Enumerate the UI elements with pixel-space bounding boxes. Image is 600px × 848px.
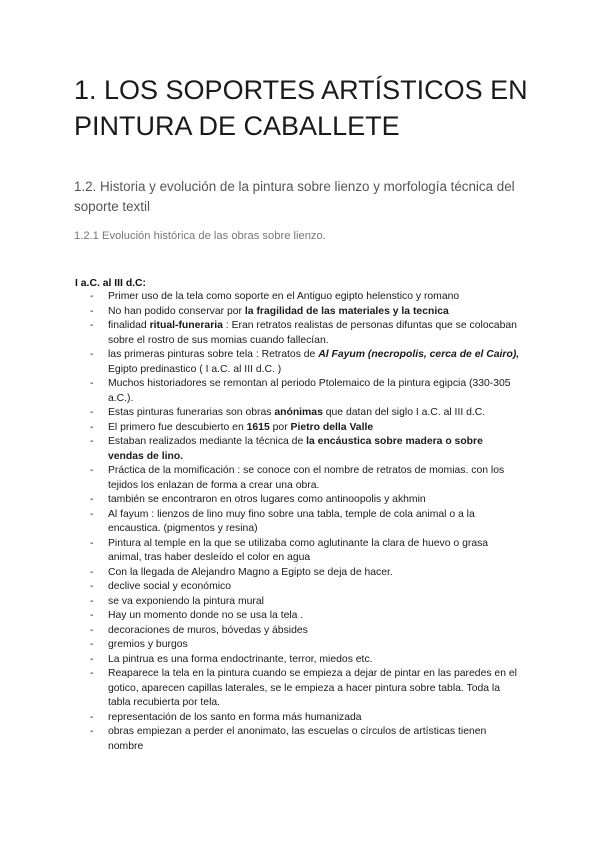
bullet-dash: - [90,465,94,476]
bullet-dash: - [90,726,94,737]
list-item-text: la fragilidad de las materiales y la tecnica [244,305,449,317]
list-item-text: Con la llegada de Alejandro Magno a Egipto se deja de hacer. [108,566,393,578]
bullet-dash: - [90,668,94,679]
list-item [90,319,520,348]
bullet-dash: - [90,711,94,723]
list-item [90,537,520,566]
list-item [90,435,520,464]
list-item-text: que datan del siglo I a.C. al III d.C. [322,407,486,418]
bullet-dash: - [90,639,94,650]
list-item-text: Práctica de la momificación : se conoce con el nombre de retratos de momias. con los tejidos los enlazan de forma a crear una obra. [108,465,505,491]
list-item [90,290,520,305]
bullet-dash: - [90,595,94,607]
bullet-dash: - [90,291,94,302]
list-item [90,711,520,726]
list-item [90,667,520,711]
bullet-dash: - [90,407,94,418]
list-item [90,725,520,754]
list-item-text: Primer uso de la tela como soporte en el Antiguo egipto helenstico y romano [108,291,460,302]
list-item-text: Estaban realizados mediante la técnica de [108,436,307,447]
list-item-text: Al fayum : lienzos de lino muy fino sobre una tabla, temple de cola animal o a la encaustica. (pigmentos y resina) [108,508,475,534]
list-item [90,377,520,406]
bullet-dash: - [90,653,94,665]
bullet-dash: - [90,610,94,621]
list-item [90,493,520,508]
list-item [90,566,520,581]
list-item-text: las primeras pinturas sobre tela : Retratos de [108,349,319,360]
list-item [90,508,520,537]
list-item-text: Reaparece la tela en la pintura cuando se empieza a dejar de pintar en las paredes en el gotico, aparecen capillas laterales, se le empieza a hacer pintura sobre tabla. Toda la tabla recubierta por tela. [108,668,517,708]
bullet-dash: - [90,494,94,505]
list-item-text: Pintura al temple en la que se utilizaba como aglutinante la clara de huevo o grasa animal, tras haber desleído el color en agua [108,537,489,563]
bullet-dash: - [90,537,94,549]
list-item-text: gremios y burgos [108,639,188,650]
list-item [90,348,520,377]
list-item-text: también se encontraron en otros lugares como antinoopolis y akhmin [108,494,426,505]
page-title: 1. LOS SOPORTES ARTÍSTICOS EN PINTURA DE CABALLETE [74,75,528,141]
list-item-text: Al Fayum (necropolis, cerca de el Cairo), [318,349,520,360]
bullet-dash: - [90,320,94,331]
bullet-dash: - [90,305,94,317]
bullet-dash: - [90,378,94,389]
section-subtitle: 1.2. Historia y evolución de la pintura sobre lienzo y morfología técnica del soporte textil [74,179,515,214]
list-item-text: : Eran retratos realistas de personas difuntas que se colocaban sobre el rostro de sus momias cuando fallecían. [108,320,517,346]
period-heading: I a.C. al III d.C: [75,278,147,289]
bullet-dash: - [90,566,94,578]
list-item-text: 1615 [246,421,270,433]
subsection-title: 1.2.1 Evolución histórica de las obras sobre lienzo. [74,230,326,242]
bullet-dash: - [90,349,94,360]
list-item-text: Egipto predinastico ( I a.C. al III d.C. ) [108,363,282,375]
bullet-dash: - [90,421,94,433]
list-item-text: ritual-funeraria [149,320,223,331]
list-item-text: representación de los santo en forma más humanizada [108,711,362,723]
list-item [90,609,520,624]
bullet-dash: - [90,581,94,592]
bullet-dash: - [90,624,94,636]
list-item-text: Estas pinturas funerarias son obras [108,407,275,418]
bullet-list [90,290,520,754]
bullet-dash: - [90,508,94,520]
bullet-dash: - [90,436,94,447]
list-item-text: decoraciones de muros, bóvedas y ábsides [108,624,308,636]
list-item-text: El primero fue descubierto en [108,421,247,433]
list-item-text: No han podido conservar por [108,305,245,317]
list-item [90,580,520,595]
list-item [90,305,520,320]
list-item-text: la encáustica sobre madera o sobre vendas de lino. [108,436,483,462]
list-item-text: declive social y económico [108,581,232,592]
list-item-text: obras empiezan a perder el anonimato, las escuelas o círculos de artísticas tienen nombre [108,726,487,752]
list-item-text: Hay un momento donde no se usa la tela . [108,610,304,621]
list-item [90,406,520,421]
list-item-text: finalidad [108,320,150,331]
list-item-text: Pietro della Valle [290,421,374,433]
list-item-text: se va exponiendo la pintura mural [108,595,264,607]
list-item-text: anónimas [274,407,323,418]
list-item [90,653,520,668]
list-item [90,464,520,493]
list-item [90,421,520,436]
list-item-text: por [269,421,291,433]
list-item [90,624,520,639]
list-item [90,595,520,610]
list-item-text: Muchos historiadores se remontan al periodo Ptolemaico de la pintura egipcia (330-305 a.C.). [108,378,511,404]
list-item-text: La pintrua es una forma endoctrinante, terror, miedos etc. [108,653,373,665]
list-item [90,638,520,653]
